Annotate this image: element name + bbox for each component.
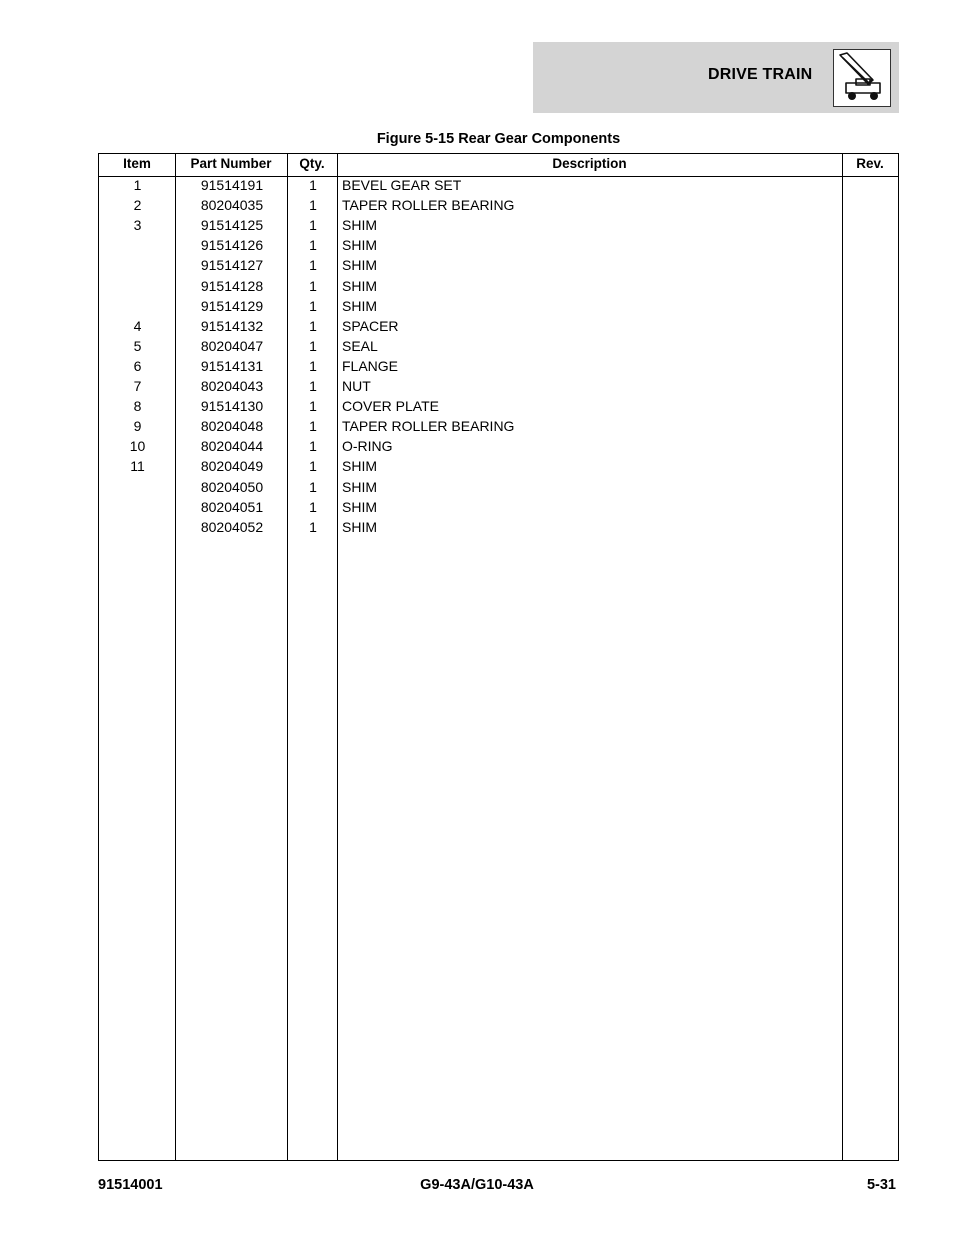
footer-model: G9-43A/G10-43A xyxy=(420,1177,534,1193)
column-header-part-number: Part Number xyxy=(190,156,272,171)
cell-description: SHIM xyxy=(342,498,377,515)
cell-item: 4 xyxy=(133,317,142,334)
table-row xyxy=(99,278,898,298)
cell-description: TAPER ROLLER BEARING xyxy=(342,418,515,435)
cell-description: O-RING xyxy=(342,438,393,455)
cell-description: SHIM xyxy=(342,277,377,294)
cell-part-number: 80204050 xyxy=(200,478,264,495)
table-row xyxy=(99,338,898,358)
cell-part-number: 80204035 xyxy=(200,197,264,214)
table-row xyxy=(99,418,898,438)
cell-qty: 1 xyxy=(309,277,317,294)
cell-qty: 1 xyxy=(309,297,317,314)
cell-description: COVER PLATE xyxy=(342,398,439,415)
cell-item: 7 xyxy=(133,378,142,394)
cell-item: 10 xyxy=(129,438,146,455)
cell-item: 8 xyxy=(133,398,142,415)
cell-qty: 1 xyxy=(309,237,317,254)
cell-qty: 1 xyxy=(309,458,317,475)
cell-item: 5 xyxy=(133,337,142,354)
cell-description: SHIM xyxy=(342,478,377,495)
cell-part-number: 91514132 xyxy=(200,317,264,334)
cell-item: 6 xyxy=(133,357,142,374)
cell-qty: 1 xyxy=(309,498,317,515)
column-header-qty: Qty. xyxy=(299,156,325,171)
cell-description: NUT xyxy=(342,378,371,394)
cell-item: 3 xyxy=(133,217,142,234)
table-row xyxy=(99,217,898,237)
cell-part-number: 91514127 xyxy=(200,257,264,274)
table-row xyxy=(99,197,898,217)
cell-part-number: 91514128 xyxy=(200,277,264,294)
cell-qty: 1 xyxy=(309,317,317,334)
boom-lift-icon xyxy=(833,49,891,107)
cell-part-number: 91514129 xyxy=(200,297,264,314)
cell-qty: 1 xyxy=(309,217,317,234)
cell-qty: 1 xyxy=(309,398,317,415)
cell-qty: 1 xyxy=(309,438,317,455)
cell-description: SHIM xyxy=(342,237,377,254)
cell-description: BEVEL GEAR SET xyxy=(342,177,462,193)
cell-part-number: 80204049 xyxy=(200,458,264,475)
table-row xyxy=(99,298,898,318)
table-row xyxy=(99,358,898,378)
cell-qty: 1 xyxy=(309,378,317,394)
cell-description: TAPER ROLLER BEARING xyxy=(342,197,515,214)
cell-qty: 1 xyxy=(309,257,317,274)
cell-item: 1 xyxy=(133,177,142,193)
cell-part-number: 91514125 xyxy=(200,217,264,234)
cell-part-number: 80204051 xyxy=(200,498,264,515)
cell-part-number: 80204043 xyxy=(200,378,264,394)
section-header xyxy=(533,42,899,113)
table-row xyxy=(99,458,898,478)
cell-description: SHIM xyxy=(342,217,377,234)
figure-title: Figure 5-15 Rear Gear Components xyxy=(376,131,621,147)
cell-qty: 1 xyxy=(309,177,317,193)
table-row xyxy=(99,318,898,338)
cell-item: 11 xyxy=(130,458,145,475)
cell-item: 9 xyxy=(133,418,142,435)
table-row xyxy=(99,479,898,499)
table-row xyxy=(99,237,898,257)
cell-qty: 1 xyxy=(309,337,317,354)
cell-description: SEAL xyxy=(342,337,378,354)
cell-part-number: 80204052 xyxy=(200,518,264,535)
cell-qty: 1 xyxy=(309,418,317,435)
table-row xyxy=(99,519,898,539)
section-title: DRIVE TRAIN xyxy=(708,66,813,83)
footer-page-number: 5-31 xyxy=(866,1177,896,1193)
cell-part-number: 91514130 xyxy=(200,398,264,415)
cell-part-number: 80204047 xyxy=(200,337,264,354)
cell-part-number: 80204048 xyxy=(200,418,264,435)
cell-part-number: 91514191 xyxy=(200,177,264,193)
cell-description: FLANGE xyxy=(342,357,399,374)
cell-description: SHIM xyxy=(342,518,377,535)
cell-description: SHIM xyxy=(342,458,377,475)
cell-part-number: 80204044 xyxy=(200,438,264,455)
column-header-item: Item xyxy=(123,156,151,171)
cell-description: SHIM xyxy=(342,297,377,314)
cell-qty: 1 xyxy=(309,518,317,535)
cell-qty: 1 xyxy=(309,357,317,374)
cell-qty: 1 xyxy=(309,478,317,495)
cell-item: 2 xyxy=(133,197,142,214)
table-row xyxy=(99,177,898,197)
cell-part-number: 91514131 xyxy=(200,357,264,374)
table-row xyxy=(99,499,898,519)
column-header-description: Description xyxy=(552,156,627,171)
table-row xyxy=(99,378,898,398)
footer-document-number: 91514001 xyxy=(98,1177,163,1193)
column-header-rev: Rev. xyxy=(856,156,884,171)
cell-description: SPACER xyxy=(342,317,399,334)
cell-part-number: 91514126 xyxy=(200,237,264,254)
table-row xyxy=(99,398,898,418)
cell-description: SHIM xyxy=(342,257,377,274)
table-row xyxy=(99,438,898,458)
cell-qty: 1 xyxy=(309,197,317,214)
parts-table xyxy=(98,153,899,1161)
table-row xyxy=(99,257,898,277)
